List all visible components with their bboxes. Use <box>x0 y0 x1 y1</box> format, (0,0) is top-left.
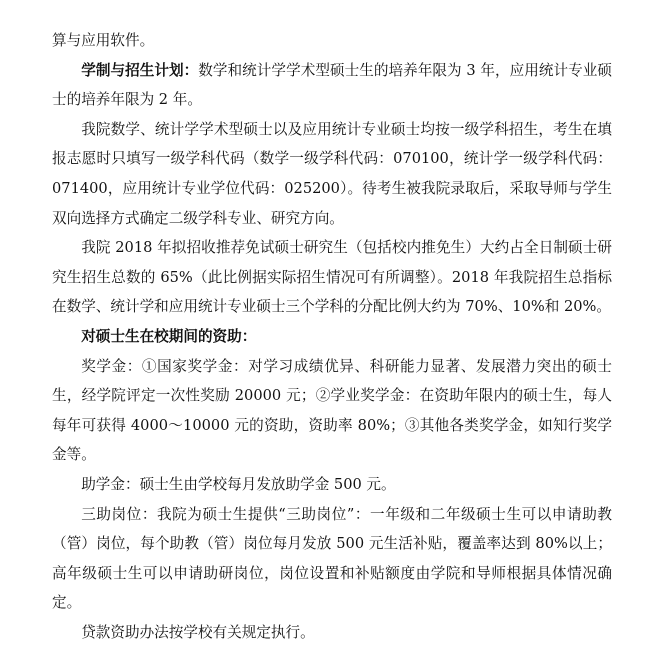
paragraph-assistantships: 三助岗位：我院为硕士生提供“三助岗位”：一年级和二年级硕士生可以申请助教（管）岗位，每个助教（管）岗位每月发放 500 元生活补贴，覆盖率达到 80%以上；高年级硕士生可以申请助研岗位，岗位设置和补贴额度由学院和导师根据具体情况确定。 <box>52 505 612 612</box>
paragraph-scholarship: 奖学金：①国家奖学金：对学习成绩优异、科研能力显著、发展潜力突出的硕士生，经学院评定一次性奖励 20000 元；②学业奖学金：在资助年限内的硕士生，每人每年可获得 4000～10000 元的资助，资助率 80%；③其他各类奖学金，如知行奖学金等。 <box>52 357 612 464</box>
paragraph-continuation: 算与应用软件。 <box>52 32 155 49</box>
paragraph-program-length <box>52 56 612 115</box>
section-label-program-length: 学制与招生计划： <box>81 61 199 79</box>
section-heading-funding: 对硕士生在校期间的资助： <box>81 327 257 345</box>
paragraph-grant: 助学金：硕士生由学校每月发放助学金 500 元。 <box>81 475 396 493</box>
paragraph-text: 数学和统计学学术型硕士生的培养年限为 3 年，应用统计专业硕士的培养年限为 2 年。 <box>52 61 612 109</box>
paragraph-admission-codes: 我院数学、统计学学术型硕士以及应用统计专业硕士均按一级学科招生，考生在填报志愿时只填写一级学科代码（数学一级学科代码：070100，统计学一级学科代码：071400，应用统计专业学位代码：025200）。待考生被我院录取后，采取导师与学生双向选择方式确定二级学科专业、研究方向。 <box>52 120 612 227</box>
paragraph-loans: 贷款资助办法按学校有关规定执行。 <box>81 623 315 641</box>
paragraph-recommendation-quota: 我院 2018 年拟招收推荐免试硕士研究生（包括校内推免生）大约占全日制硕士研究生招生总数的 65%（此比例据实际招生情况可有所调整）。2018 年我院招生总指标在数学、统计学和应用统计专业硕士三个学科的分配比例大约为 70%、10%和 20%。 <box>52 239 612 316</box>
